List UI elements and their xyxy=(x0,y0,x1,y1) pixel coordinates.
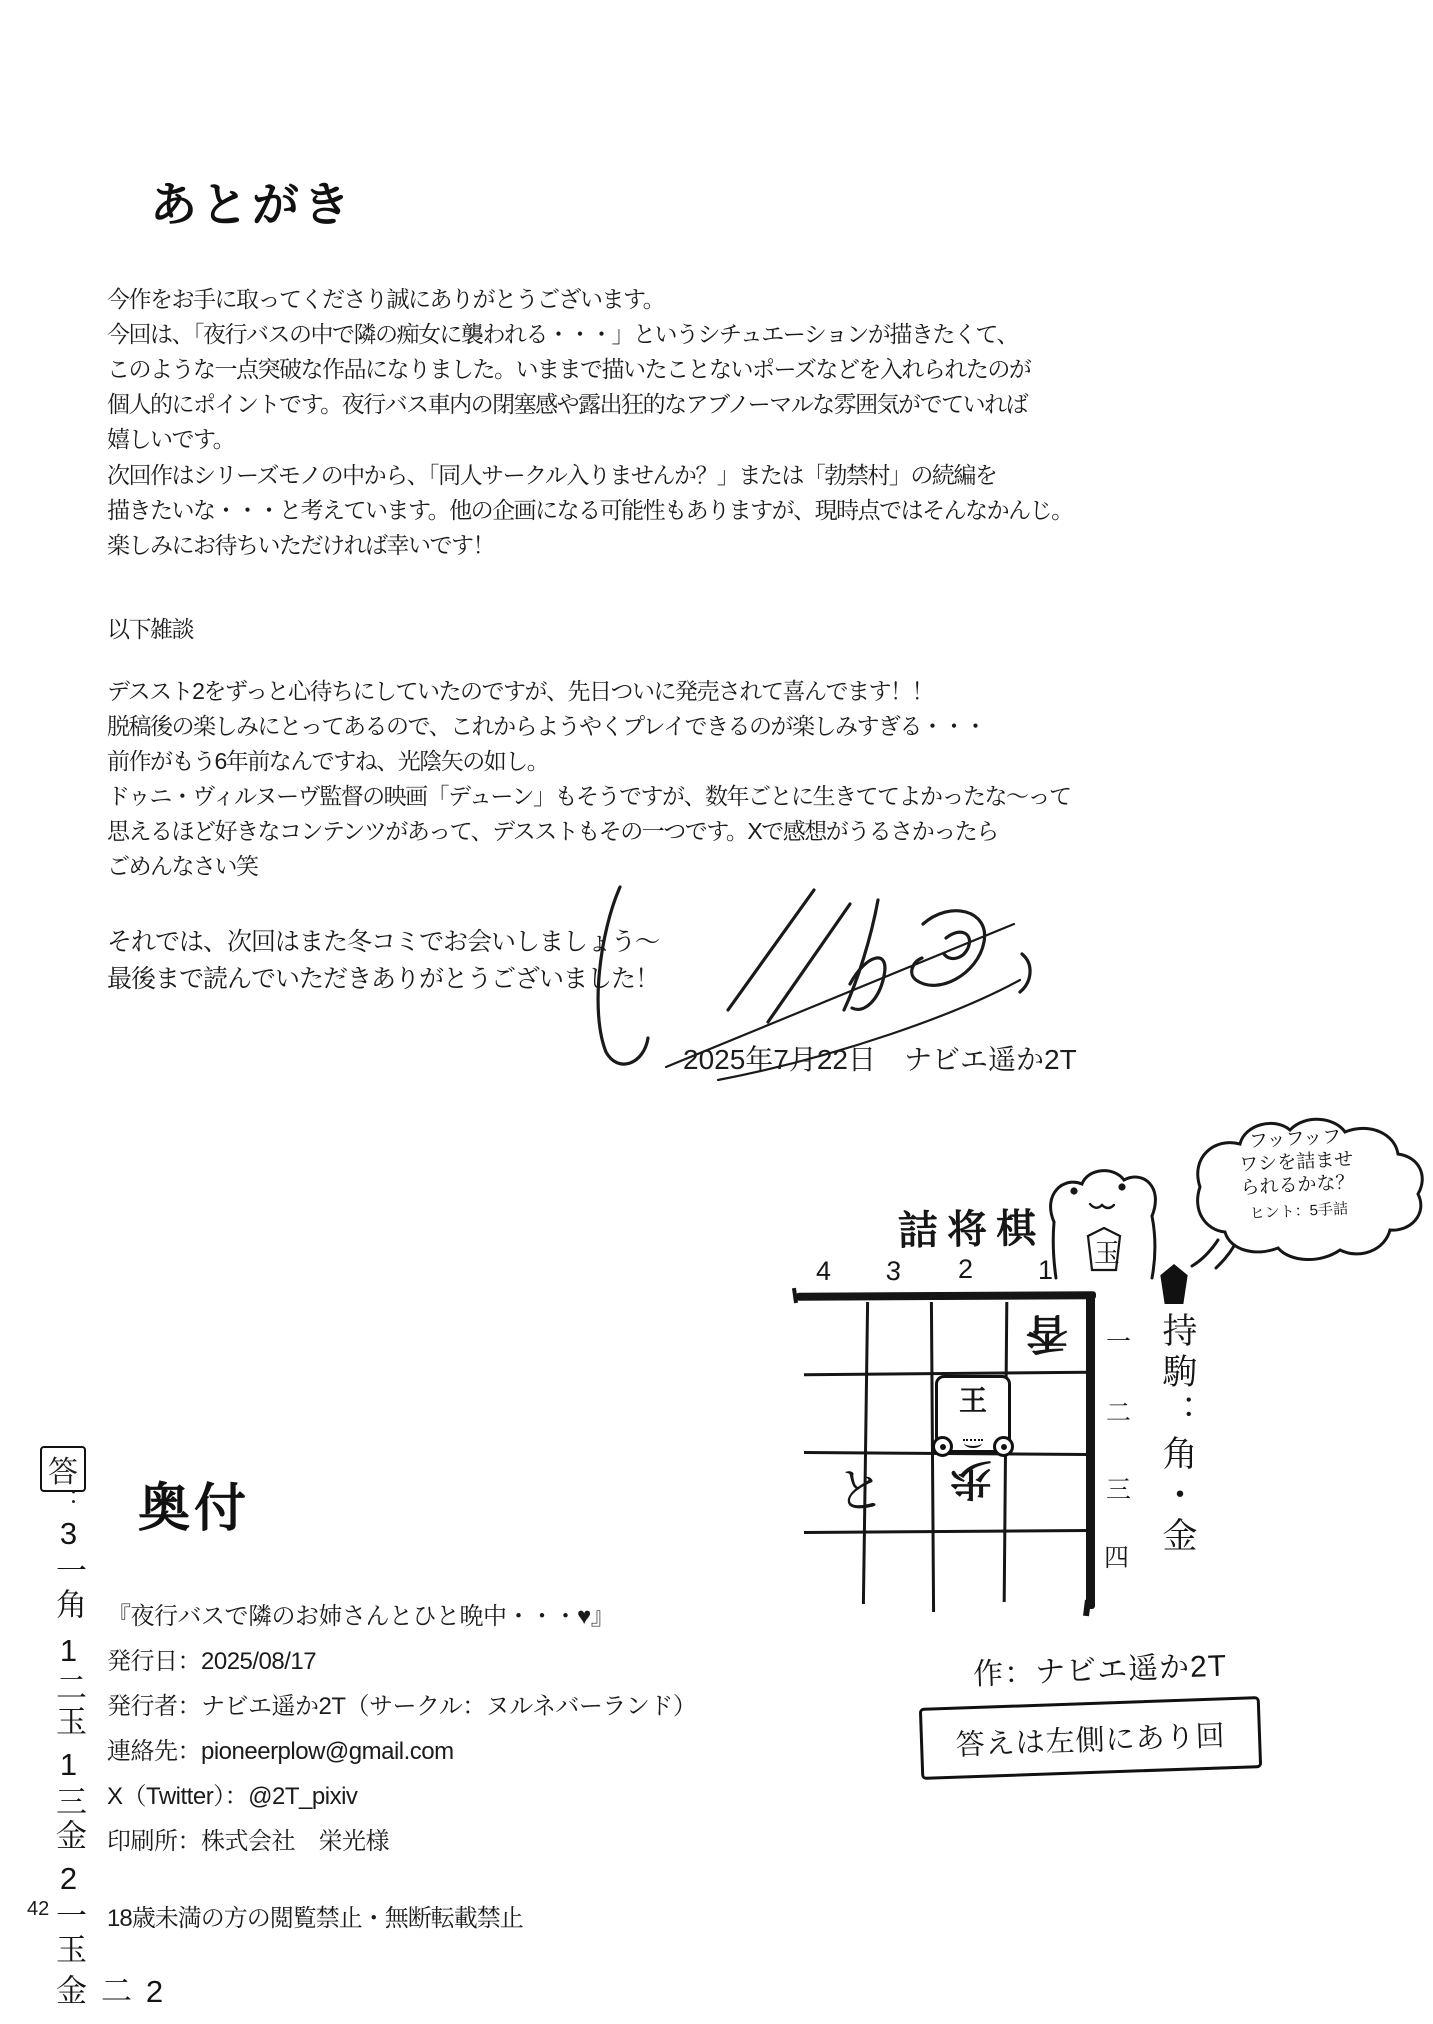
afterword-paragraph-1 xyxy=(107,282,1030,457)
afterword-paragraph-4 xyxy=(107,924,659,998)
afterword-line: それでは、次回はまた冬コミでお会いしましょう～ xyxy=(107,928,660,956)
bubble-line: フッフッフ xyxy=(1248,1126,1342,1153)
twitter-handle-line: X（Twitter）：@2T_pixiv xyxy=(107,1783,358,1810)
shogi-puzzle-heading: 詰将棋 xyxy=(897,1206,1046,1254)
board-right-border-tail xyxy=(1083,1600,1091,1617)
age-restriction-notice: 18歳未満の方の閲覧禁止・無断転載禁止 xyxy=(107,1905,523,1932)
publish-date-line: 発行日：2025/08/17 xyxy=(107,1648,317,1675)
pieces-in-hand-label: 持駒：角・金 xyxy=(1158,1312,1197,1558)
answer-colon: ： xyxy=(51,1488,78,1512)
shogi-piece-pawn-2-3: 歩 xyxy=(950,1456,993,1503)
afterword-line: 次回作はシリーズモノの中から、「同人サークル入りませんか？」または「勃禁村」の続編を xyxy=(107,462,997,488)
board-top-border xyxy=(796,1291,1096,1301)
puzzle-author-credit: 作：ナビエ遥か2T xyxy=(972,1649,1228,1692)
answer-move-1: 3一角 xyxy=(51,1516,86,1622)
board-row-label: 一 xyxy=(1106,1328,1132,1356)
answer-move-2: 1二玉 xyxy=(51,1633,86,1739)
book-title-line: 『夜行バスで隣のお姉さんとひと晩中・・・♥』 xyxy=(107,1603,615,1630)
frog-character-drawing xyxy=(1038,1164,1170,1282)
board-column-label: 2 xyxy=(958,1254,974,1284)
answer-move-3: 1三金 xyxy=(51,1747,86,1853)
answer-label: 答 xyxy=(48,1456,78,1489)
board-horizontal-line xyxy=(804,1529,1088,1534)
board-column-label: 1 xyxy=(1038,1255,1054,1285)
answer-location-note: 答えは左側にあり回 xyxy=(955,1719,1227,1762)
afterword-line: 最後まで読んでいただきありがとうございました！ xyxy=(107,965,660,993)
board-vertical-line xyxy=(930,1302,935,1612)
frog-speech-bubble xyxy=(1190,1123,1405,1229)
bubble-hint-line: ヒント：5手詰 xyxy=(1249,1200,1349,1223)
answer-move-4: 2一玉 xyxy=(51,1861,86,1967)
bubble-line: ワシを詰ませ xyxy=(1238,1149,1354,1176)
shogi-piece-king-frog-2-2 xyxy=(935,1375,1011,1453)
answer-move-5: 2二金 xyxy=(51,1974,172,2012)
afterword-line: 描きたいな・・・と考えています。他の企画になる可能性もありますが、現時点ではそんなかんじ。 xyxy=(107,497,1073,523)
afterword-line: 楽しみにお待ちいただければ幸いです！ xyxy=(107,532,494,558)
page-number: 42 xyxy=(27,1898,50,1920)
answer-location-note-box xyxy=(919,1696,1262,1780)
afterword-line: 個人的にポイントです。夜行バス車内の閉塞感や露出狂的なアブノーマルな雰囲気がでていれば xyxy=(107,391,1028,417)
contact-email-line: 連絡先：pioneerplow@gmail.com xyxy=(107,1738,454,1765)
board-column-label: 4 xyxy=(816,1256,832,1286)
afterword-line: 思えるほど好きなコンテンツがあって、デスストもその一つです。Xで感想がうるさかったら xyxy=(107,818,998,844)
chat-section-label: 以下雑談 xyxy=(107,616,193,642)
frog-smile xyxy=(964,1438,982,1448)
signature-date: 2025年7月22日 ナビエ遥か2T xyxy=(683,1044,1077,1075)
frog-eye-icon xyxy=(993,1436,1014,1457)
board-right-border xyxy=(1086,1293,1095,1609)
afterword-line: 脱稿後の楽しみにとってあるので、これからようやくプレイできるのが楽しみすぎる・・・ xyxy=(107,713,986,739)
afterword-line: ドゥニ・ヴィルヌーヴ監督の映画「デューン」もそうですが、数年ごとに生きててよかったな～って xyxy=(107,783,1071,809)
printer-line: 印刷所：株式会社 栄光様 xyxy=(107,1828,389,1855)
afterword-line: ごめんなさい笑 xyxy=(107,853,258,879)
king-kanji: 王 xyxy=(958,1385,988,1416)
bubble-line: られるかな？ xyxy=(1240,1172,1355,1199)
afterword-paragraph-3 xyxy=(107,674,1070,884)
shogi-piece-tokin-4-3: と xyxy=(834,1463,887,1520)
publisher-line: 発行者：ナビエ遥か2T（サークル：ヌルネバーランド） xyxy=(107,1693,697,1720)
colophon-lines xyxy=(107,1594,696,1864)
board-column-label: 3 xyxy=(885,1255,903,1287)
afterword-line: 今作をお手に取ってくださり誠にありがとうございます。 xyxy=(107,286,665,312)
board-row-label: 二 xyxy=(1106,1399,1132,1427)
answer-label-box xyxy=(40,1446,86,1492)
board-top-left-tick xyxy=(792,1288,798,1303)
afterword-paragraph-2 xyxy=(107,458,1073,563)
afterword-line: 前作がもう6年前なんですね、光陰矢の如し。 xyxy=(107,748,549,774)
board-row-label: 三 xyxy=(1106,1476,1132,1504)
afterword-line: 嬉しいです。 xyxy=(107,426,235,452)
afterword-title: あとがき xyxy=(150,178,354,231)
shogi-piece-lance-1-1: 香 xyxy=(1026,1310,1069,1357)
board-row-label: 四 xyxy=(1104,1544,1130,1572)
afterword-line: デススト2をずっと心待ちにしていたのですが、先日ついに発売されて喜んでます！！ xyxy=(107,678,933,704)
colophon-title: 奥付 xyxy=(138,1480,251,1538)
afterword-line: 今回は、「夜行バスの中で隣の痴女に襲われる・・・」というシチュエーションが描きたくて、 xyxy=(107,321,1018,347)
afterword-line: このような一点突破な作品になりました。いままで描いたことないポーズなどを入れられたのが xyxy=(107,356,1031,382)
frog-king-kanji: 玉 xyxy=(1094,1238,1121,1268)
